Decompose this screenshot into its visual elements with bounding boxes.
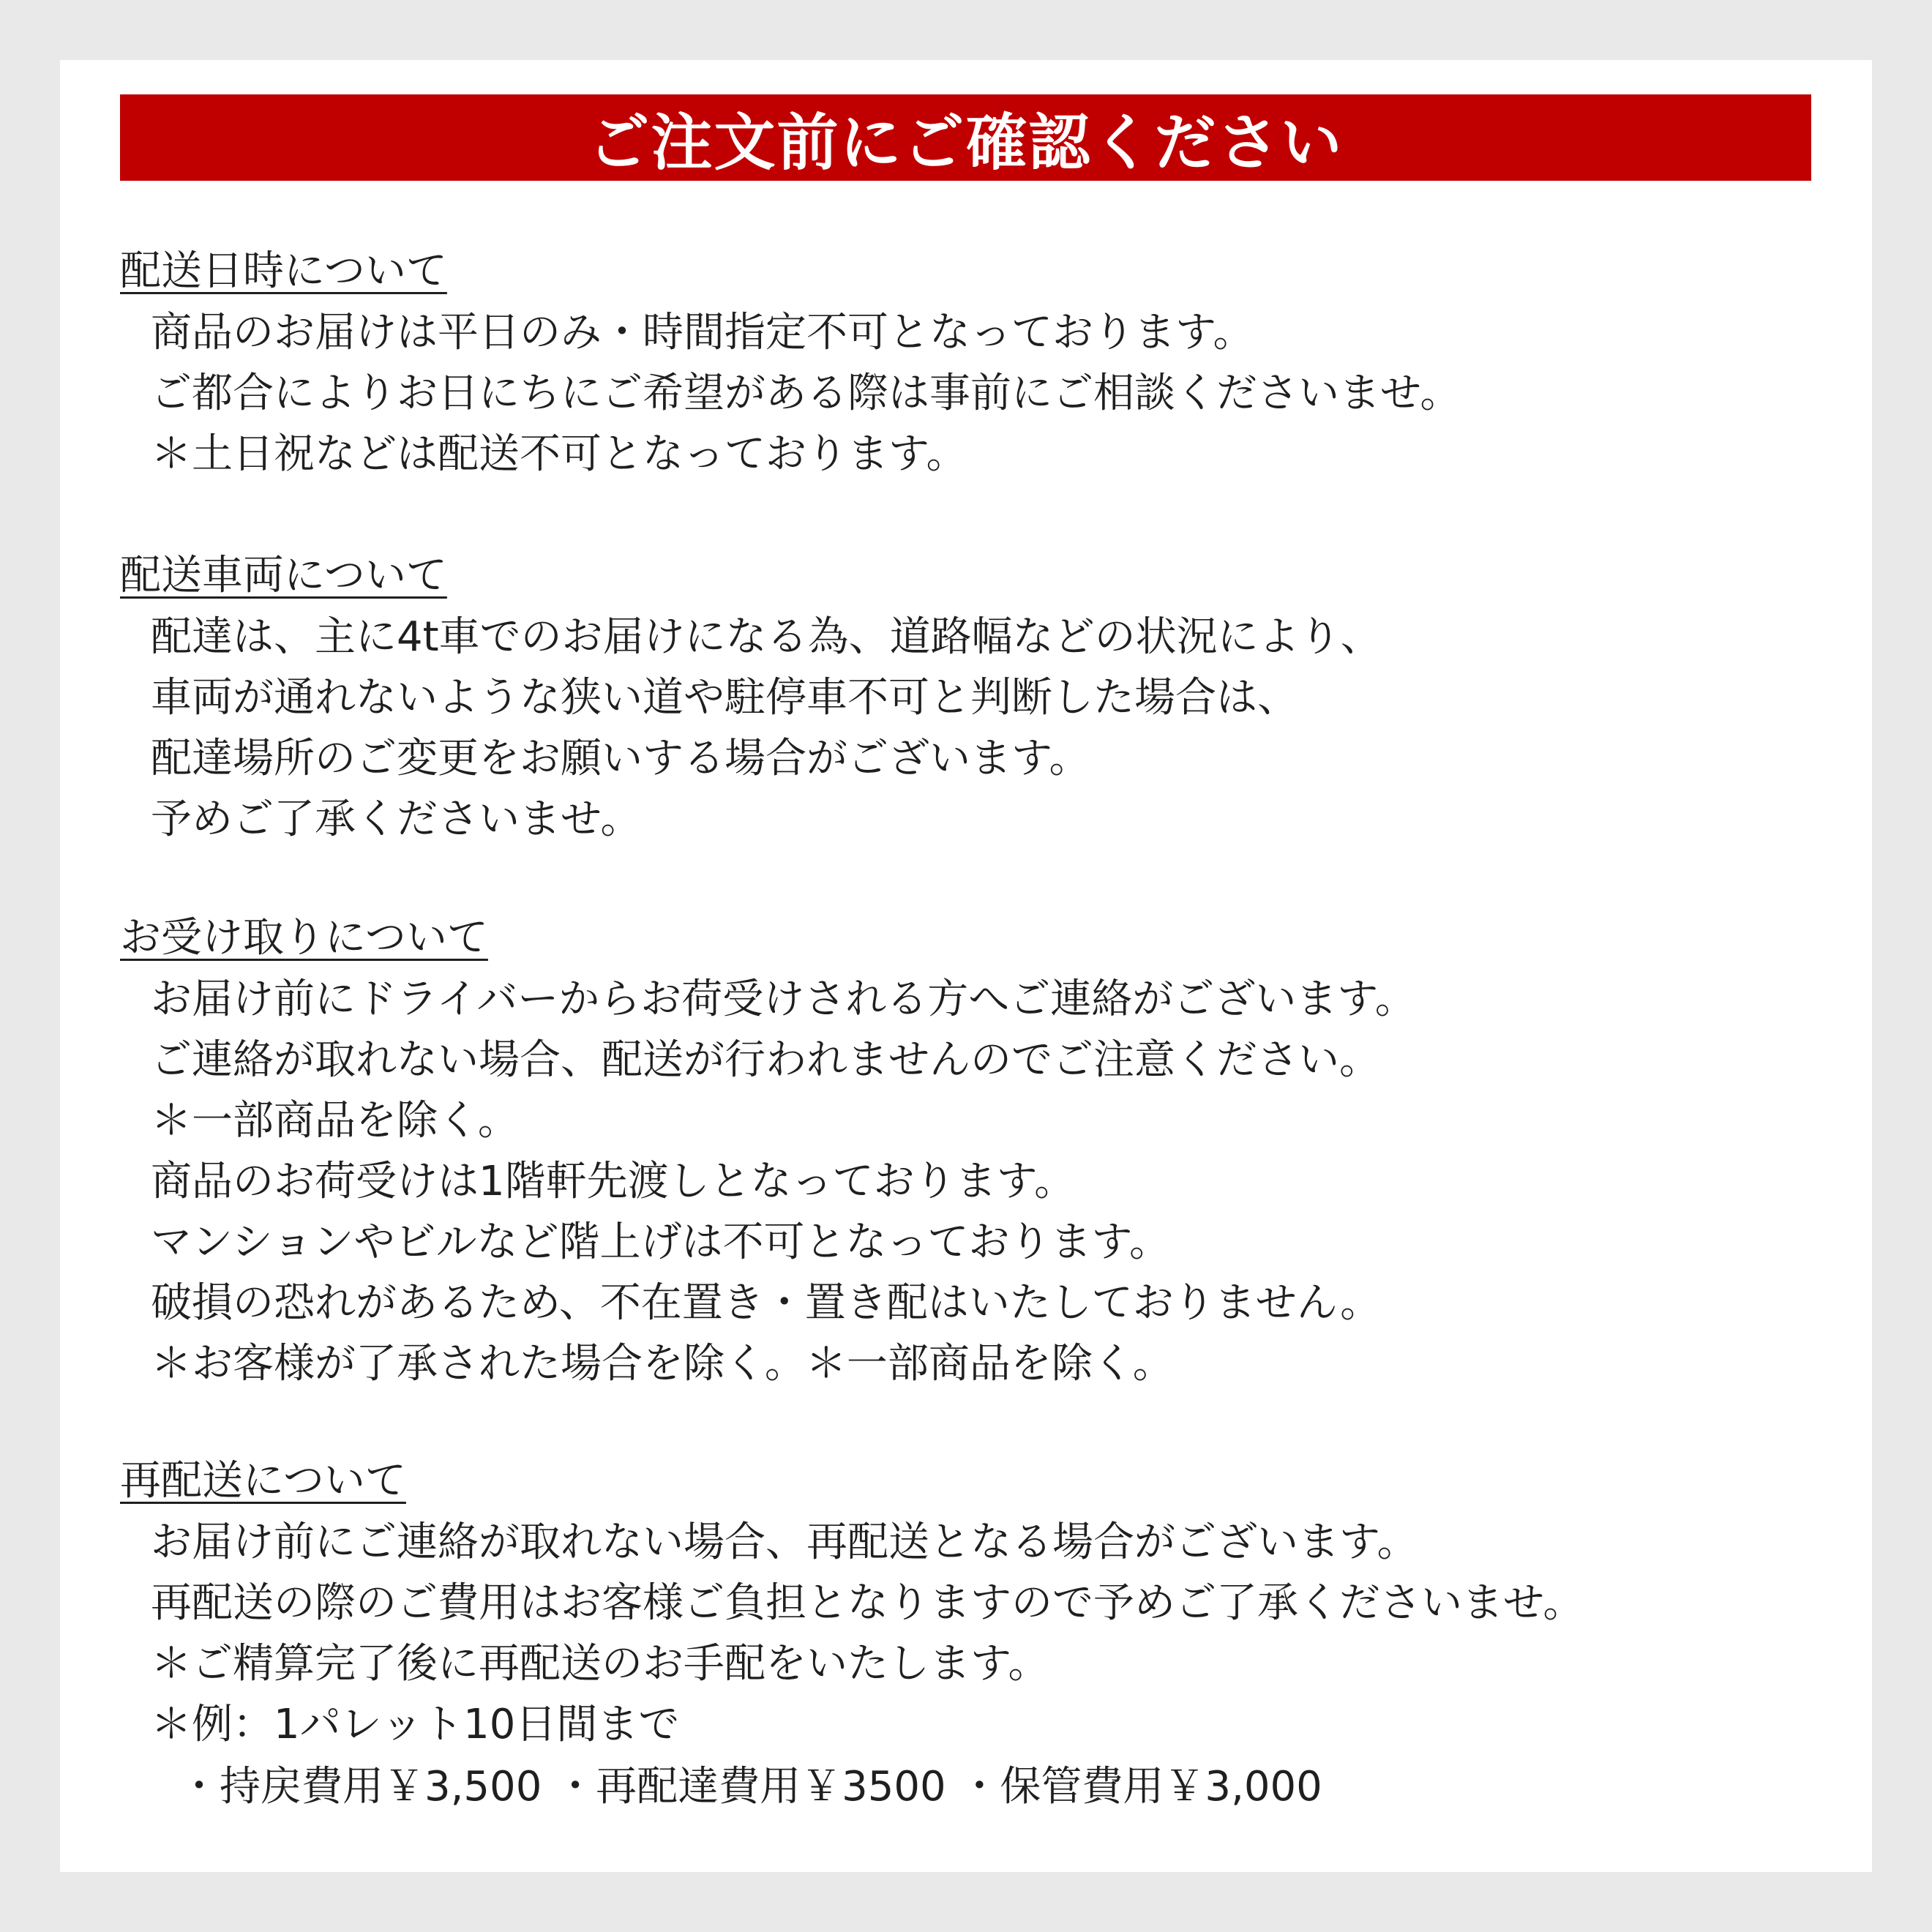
section-line: ＊ご精算完了後に再配送のお手配をいたします。 (151, 1640, 1049, 1688)
section-heading: 配送日時について (120, 247, 447, 295)
page-title: ご注文前にご確認ください (588, 106, 1344, 179)
section-delivery-datetime (120, 241, 1825, 484)
section-line: ＊お客様が了承された場合を除く。＊一部商品を除く。 (151, 1340, 1174, 1388)
section-line: お届け前にドライバーからお荷受けされる方へご連絡がございます。 (151, 976, 1416, 1023)
section-heading: お受け取りについて (120, 914, 488, 962)
section-line: 配達場所のご変更をお願いする場合がございます。 (151, 735, 1090, 782)
section-line: 配達は、主に4t車でのお届けになる為、道路幅などの状況により、 (151, 613, 1382, 661)
section-redelivery (120, 1450, 1825, 1817)
section-line: ＊例：1パレット10日間まで (151, 1701, 680, 1748)
title-banner (120, 94, 1811, 181)
section-line: ご都合によりお日にちにご希望がある際は事前にご相談くださいませ。 (151, 370, 1461, 417)
section-line: 車両が通れないような狭い道や駐停車不可と判断した場合は、 (151, 674, 1298, 722)
fee-list: ・持戻費用￥3,500 ・再配達費用￥3500 ・保管費用￥3,000 (179, 1763, 1322, 1811)
section-line: ＊土日祝などは配送不可となっております。 (151, 430, 967, 478)
section-line: 予めご了承くださいませ。 (151, 795, 642, 843)
section-line: ご連絡が取れない場合、配送が行われませんのでご注意ください。 (151, 1036, 1380, 1084)
notice-card (60, 60, 1872, 1872)
section-line: 商品のお荷受けは1階軒先渡しとなっております。 (151, 1158, 1076, 1205)
section-line: 再配送の際のご費用はお客様ご負担となりますので予めご了承くださいませ。 (151, 1579, 1584, 1627)
section-line: ＊一部商品を除く。 (151, 1097, 519, 1145)
section-line: 破損の恐れがあるため、不在置き・置き配はいたしておりません。 (151, 1279, 1382, 1327)
section-line: 商品のお届けは平日のみ・時間指定不可となっております。 (151, 309, 1254, 356)
section-heading: 配送車両について (120, 552, 447, 599)
section-line: マンションやビルなど階上げは不可となっております。 (151, 1218, 1170, 1266)
section-heading: 再配送について (120, 1457, 406, 1505)
section-receiving (120, 907, 1825, 1394)
section-delivery-vehicle (120, 545, 1825, 850)
section-line: お届け前にご連絡が取れない場合、再配送となる場合がございます。 (151, 1519, 1418, 1566)
